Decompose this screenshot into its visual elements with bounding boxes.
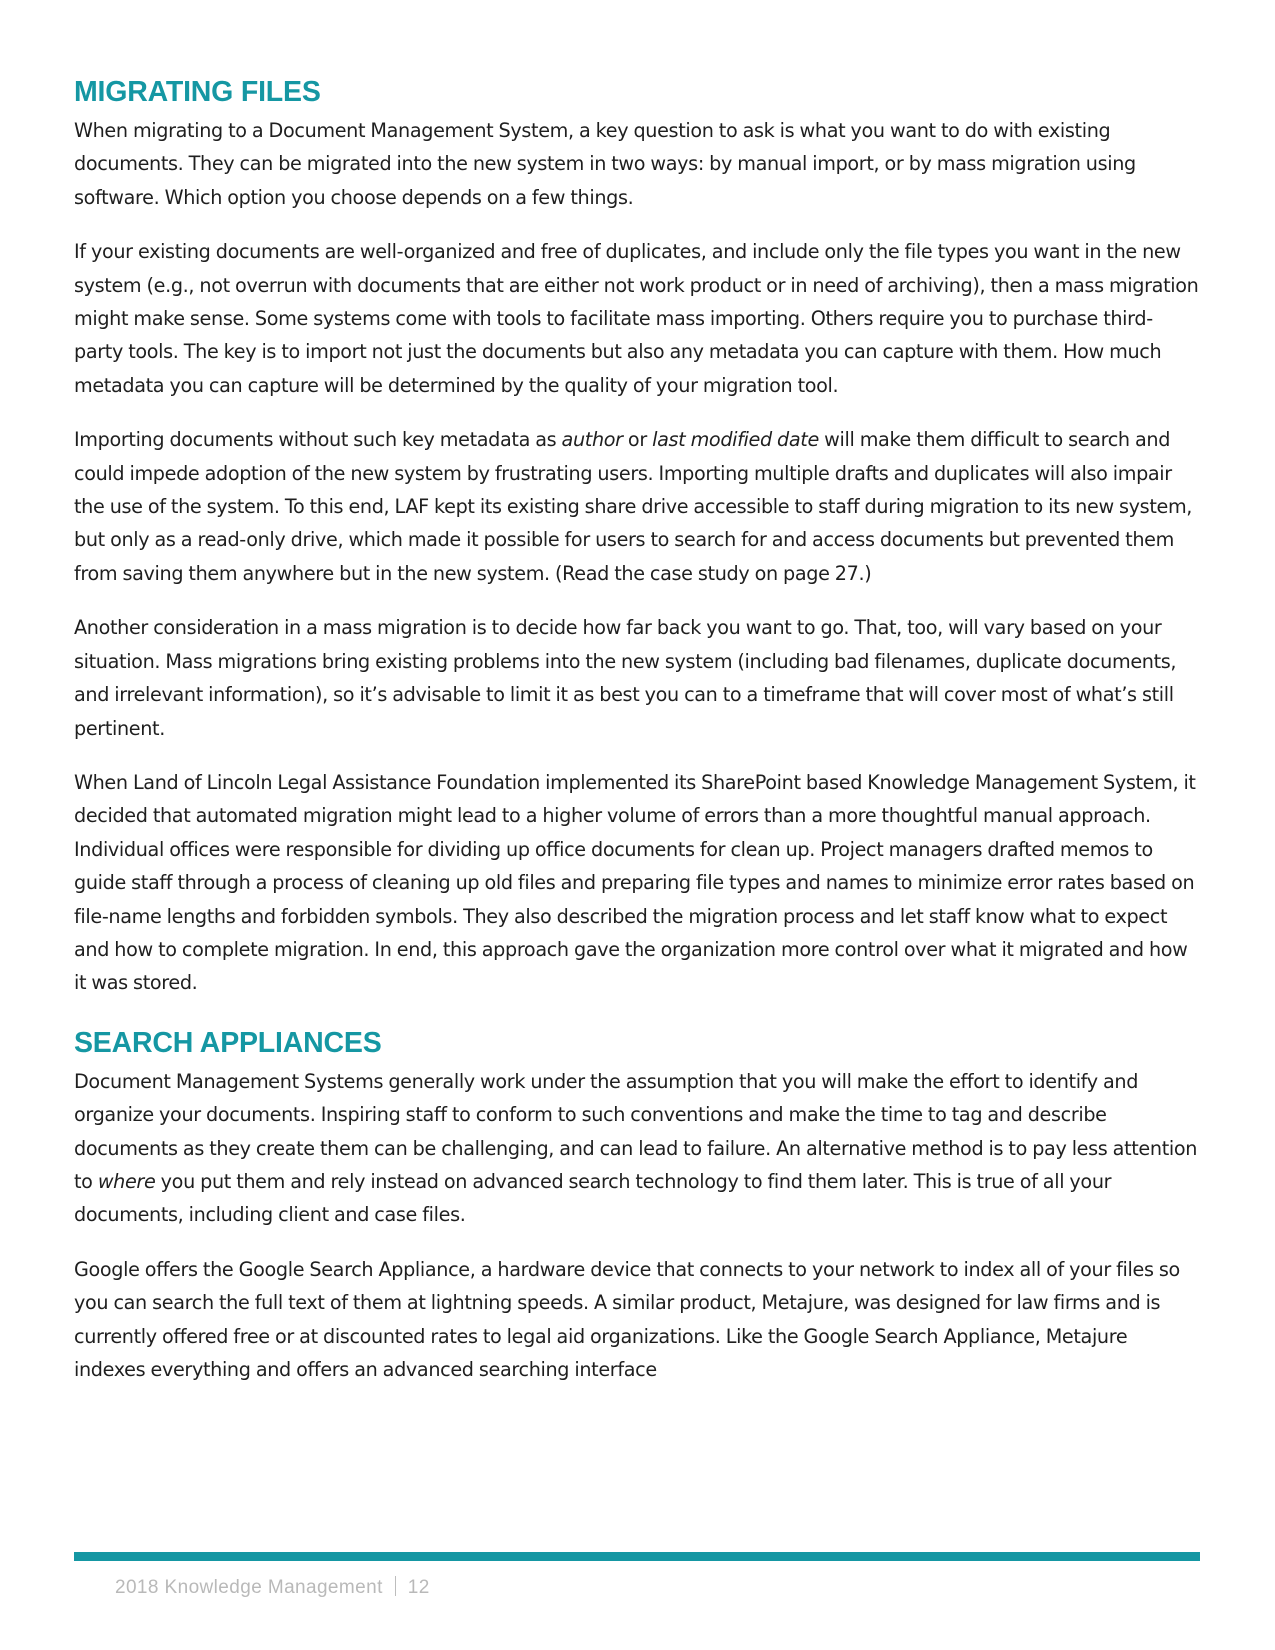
section-heading-search-appliances: SEARCH APPLIANCES [74,1026,382,1059]
text-run: will make them difficult to search and could impede adoption of the new system by frustrating users. Importing multiple drafts and duplicates will also impair the use of the system. To this end, LAF kept its existing share drive accessible to staff during migration to its new system, but only as a read-only drive, which made it possible for users to search for and access documents but prevented them from saving them anywhere but in the new system. (Read the case study on page 27.) [74,428,1193,585]
paragraph [74,423,1200,590]
paragraph: Google offers the Google Search Appliance, a hardware device that connects to your network to index all of your files so you can search the full text of them at lightning speeds. A similar product, Metajure, was designed for law firms and is currently offered free or at discounted rates to legal aid organizations. Like the Google Search Appliance, Metajure indexes everything and offers an advanced searching interface [74,1257,1180,1381]
footer-separator [395,1576,396,1596]
text-run: Document Management Systems generally work under the assumption that you will make the effort to identify and organize your documents. Inspiring staff to conform to such conventions and make the time to tag and describe documents as they create them can be challenging, and can lead to failure. An alternative method is to pay less attention to [74,1069,1198,1193]
text-run: Importing documents without such key metadata as [74,428,562,452]
text-run: you put them and rely instead on advanced search technology to find them later. This is true of all your documents, including client and case files. [74,1169,1112,1227]
page-number: 12 [407,1577,430,1598]
paragraph [74,1065,1200,1232]
paragraph: When Land of Lincoln Legal Assistance Foundation implemented its SharePoint based Knowledge Management System, it decided that automated migration might lead to a higher volume of errors than a more thoughtful manual approach. Individual offices were responsible for dividing up office documents for clean up. Project managers drafted memos to guide staff through a process of cleaning up old files and preparing file types and names to minimize error rates based on file-name lengths and forbidden symbols. They also described the migration process and let staff know what to expect and how to complete migration. In end, this approach gave the organization more control over what it migrated and how it was stored. [74,770,1196,995]
text-run: or [622,428,653,452]
page-content [74,70,1200,1407]
paragraph: Another consideration in a mass migration is to decide how far back you want to go. That, too, will vary based on your situation. Mass migrations bring existing problems into the new system (including bad filenames, duplicate documents, and irrelevant information), so it’s advisable to limit it as best you can to a timeframe that will cover most of what’s still pertinent. [74,616,1177,740]
emphasis-where: where [97,1169,156,1193]
page-footer [115,1576,430,1599]
paragraph: If your existing documents are well-organized and free of duplicates, and include only the file types you want in the new system (e.g., not overrun with documents that are either not work product or in need of archiving), then a mass migration might make sense. Some systems come with tools to facilitate mass importing. Others require you to purchase third-party tools. The key is to import not just the documents but also any metadata you can capture with them. How much metadata you can capture will be determined by the quality of your migration tool. [74,240,1199,397]
emphasis-author: author [561,428,623,452]
emphasis-last-modified-date: last modified date [652,428,819,452]
footer-title: 2018 Knowledge Management [115,1577,383,1598]
paragraph: When migrating to a Document Management System, a key question to ask is what you want to do with existing documents. They can be migrated into the new system in two ways: by manual import, or by mass migration using software. Which option you choose depends on a few things. [74,119,1136,209]
footer-rule [74,1552,1200,1561]
section-heading-migrating-files: MIGRATING FILES [74,76,321,108]
